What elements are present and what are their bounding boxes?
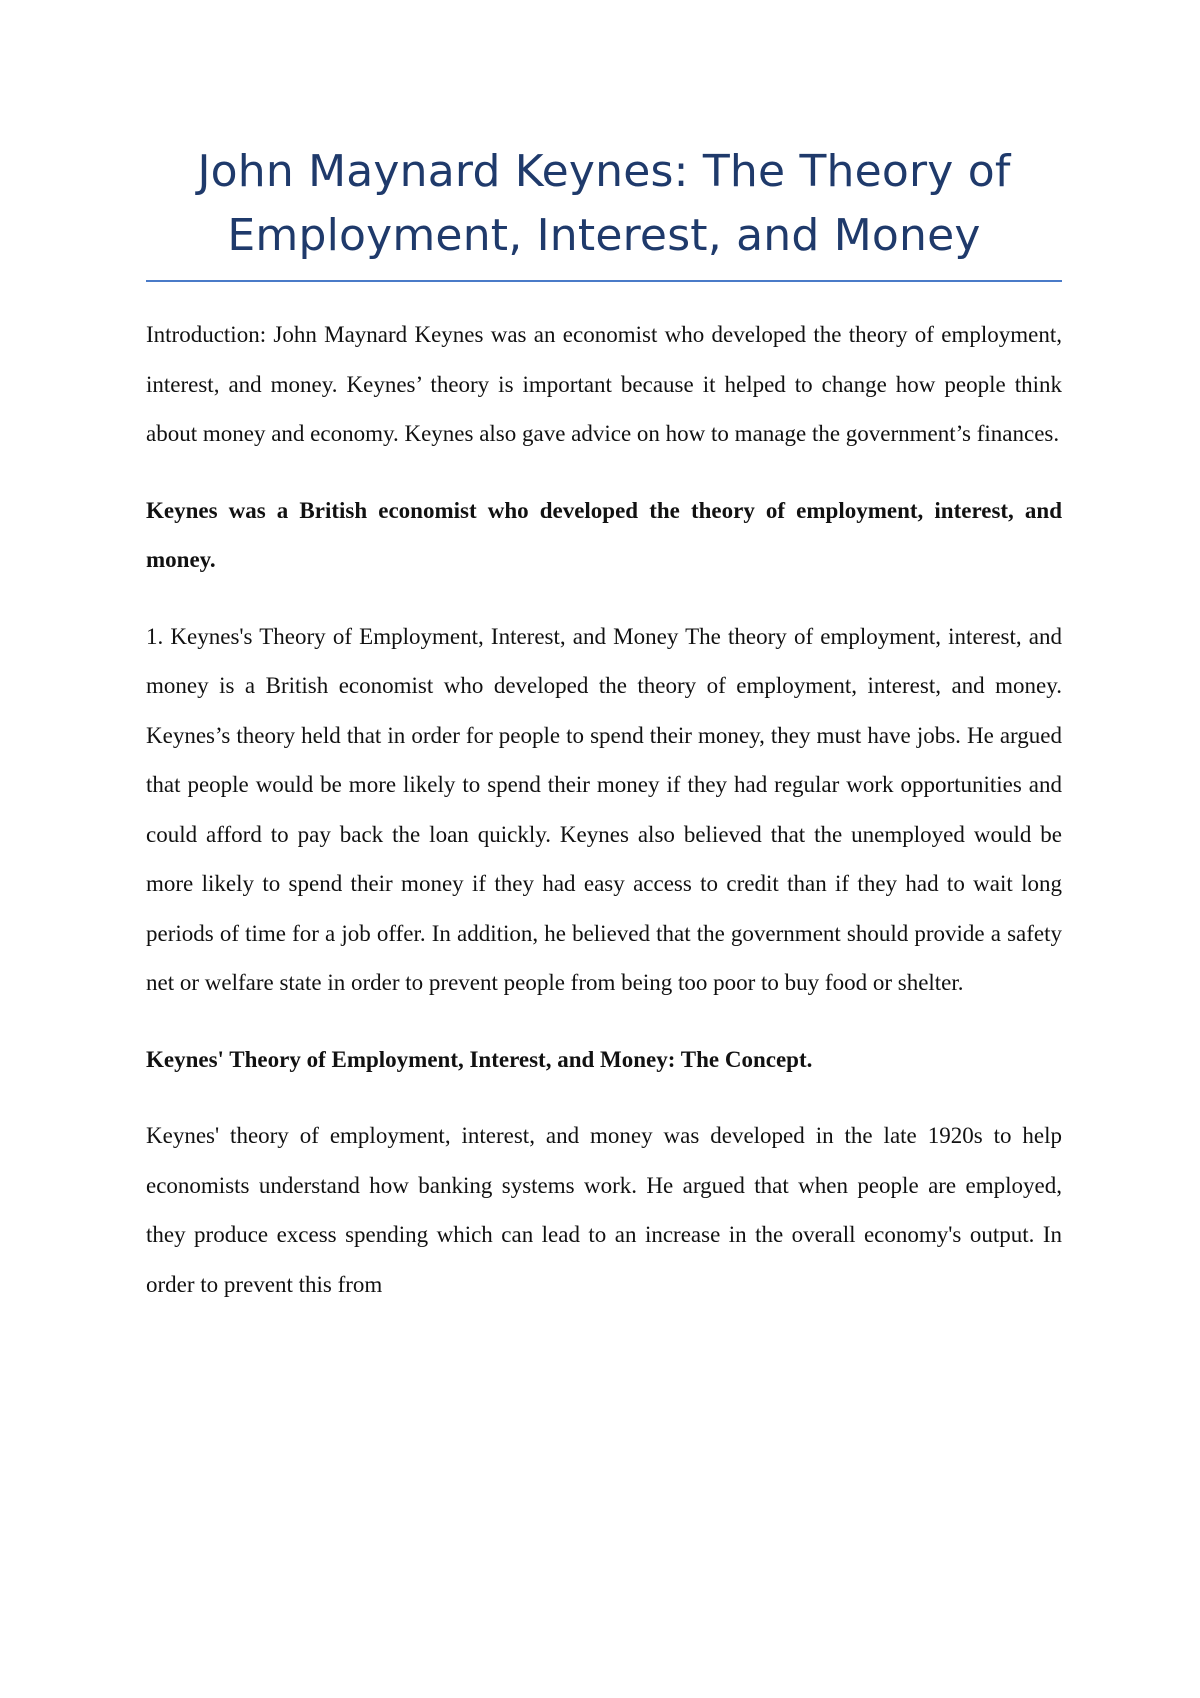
intro-paragraph: Introduction: John Maynard Keynes was an economist who developed the theory of employment, interest, and money. Keynes’ theory is important because it helped to change how people think about money and economy. Keynes also gave advice on how to manage the government’s finances.	[146, 322, 1062, 446]
document-title: John Maynard Keynes: The Theory of Employment, Interest, and Money	[197, 146, 1011, 261]
document-body	[146, 140, 1062, 1309]
paragraph-concept: Keynes' theory of employment, interest, and money was developed in the late 1920s to help economists understand how banking systems work. He argued that when people are employed, they produce excess spending which can lead to an increase in the overall economy's output. In order to prevent this from	[146, 1123, 1062, 1297]
title-underline-rule	[146, 280, 1062, 282]
section-heading-british-economist: Keynes was a British economist who developed the theory of employment, interest, and money.	[146, 497, 1062, 572]
paragraph-theory-numbered: 1. Keynes's Theory of Employment, Interest, and Money The theory of employment, interest, and money is a British economist who developed the theory of employment, interest, and money. Keynes’s theory held that in order for people to spend their money, they must have jobs. He argued that people would be more likely to spend their money if they had regular work opportunities and could afford to pay back the loan quickly. Keynes also believed that the unemployed would be more likely to spend their money if they had easy access to credit than if they had to wait long periods of time for a job offer. In addition, he believed that the government should provide a safety net or welfare state in order to prevent people from being too poor to buy food or shelter.	[146, 623, 1062, 995]
section-heading-concept: Keynes' Theory of Employment, Interest, and Money: The Concept.	[146, 1046, 813, 1072]
